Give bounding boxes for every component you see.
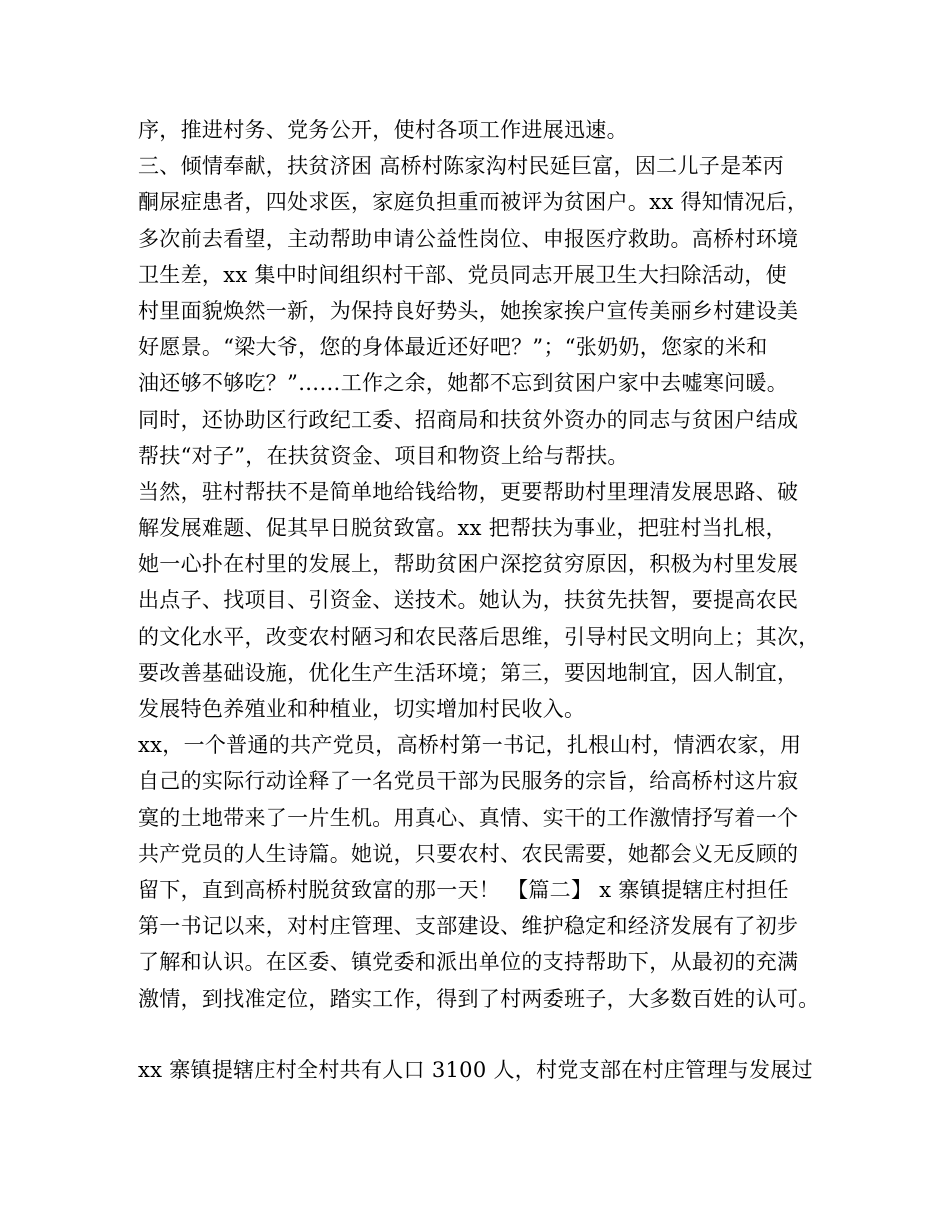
text-line: 要改善基础设施，优化生产生活环境；第三，要因地制宜，因人制宜， <box>138 660 799 685</box>
text-line: 同时，还协助区行政纪工委、招商局和扶贫外资办的同志与贫困户结成 <box>138 407 799 432</box>
text-line: 留下，直到高桥村脱贫致富的那一天！ 【篇二】 x 寨镇提辖庄村担任 <box>138 877 789 902</box>
text-line: 酮尿症患者，四处求医，家庭负担重而被评为贫困户。xx 得知情况后， <box>138 190 809 215</box>
text-line: xx，一个普通的共产党员，高桥村第一书记，扎根山村，情洒农家，用 <box>138 733 802 758</box>
text-line: 第一书记以来，对村庄管理、支部建设、维护稳定和经济发展有了初步 <box>138 914 799 939</box>
text-line: 她一心扑在村里的发展上，帮助贫困户深挖贫穷原因，积极为村里发展 <box>138 552 799 577</box>
text-line: 油还够不够吃？”……工作之余，她都不忘到贫困户家中去嘘寒问暖。 <box>138 371 789 396</box>
text-line: 了解和认识。在区委、镇党委和派出单位的支持帮助下，从最初的充满 <box>138 950 799 975</box>
text-line: 当然，驻村帮扶不是简单地给钱给物，更要帮助村里理清发展思路、破 <box>138 479 799 504</box>
text-line: 共产党员的人生诗篇。她说，只要农村、农民需要，她都会义无反顾的 <box>138 841 799 866</box>
text-line: xx 寨镇提辖庄村全村共有人口 3100 人，村党支部在村庄管理与发展过 <box>138 1058 813 1082</box>
text-line: 好愿景。“梁大爷，您的身体最近还好吧？”；“张奶奶，您家的米和 <box>138 335 768 360</box>
text-line: 激情，到找准定位，踏实工作，得到了村两委班子，大多数百姓的认可。 <box>138 986 820 1011</box>
main-paragraphs <box>138 112 828 1017</box>
closing-paragraph <box>138 1052 828 1088</box>
text-line: 自己的实际行动诠释了一名党员干部为民服务的宗旨，给高桥村这片寂 <box>138 769 799 794</box>
text-line: 三、倾情奉献，扶贫济困 高桥村陈家沟村民延巨富，因二儿子是苯丙 <box>138 154 784 179</box>
text-line: 发展特色养殖业和种植业，切实增加村民收入。 <box>138 697 586 721</box>
text-line: 出点子、找项目、引资金、送技术。她认为，扶贫先扶智，要提高农民 <box>138 588 799 613</box>
text-line: 的文化水平，改变农村陋习和农民落后思维，引导村民文明向上；其次， <box>138 624 820 649</box>
text-line: 多次前去看望，主动帮助申请公益性岗位、申报医疗救助。高桥村环境 <box>138 226 799 251</box>
text-line: 帮扶“对子”，在扶贫资金、项目和物资上给与帮扶。 <box>138 443 629 468</box>
text-line: 卫生差，xx 集中时间组织村干部、党员同志开展卫生大扫除活动，使 <box>138 262 787 287</box>
text-line: 解发展难题、促其早日脱贫致富。xx 把帮扶为事业，把驻村当扎根， <box>138 516 787 541</box>
text-line: 序，推进村务、党务公开，使村各项工作进展迅速。 <box>138 118 628 142</box>
text-line: 寞的土地带来了一片生机。用真心、真情、实干的工作激情抒写着一个 <box>138 805 799 830</box>
text-line: 村里面貌焕然一新，为保持良好势头，她挨家挨户宣传美丽乡村建设美 <box>138 298 799 323</box>
